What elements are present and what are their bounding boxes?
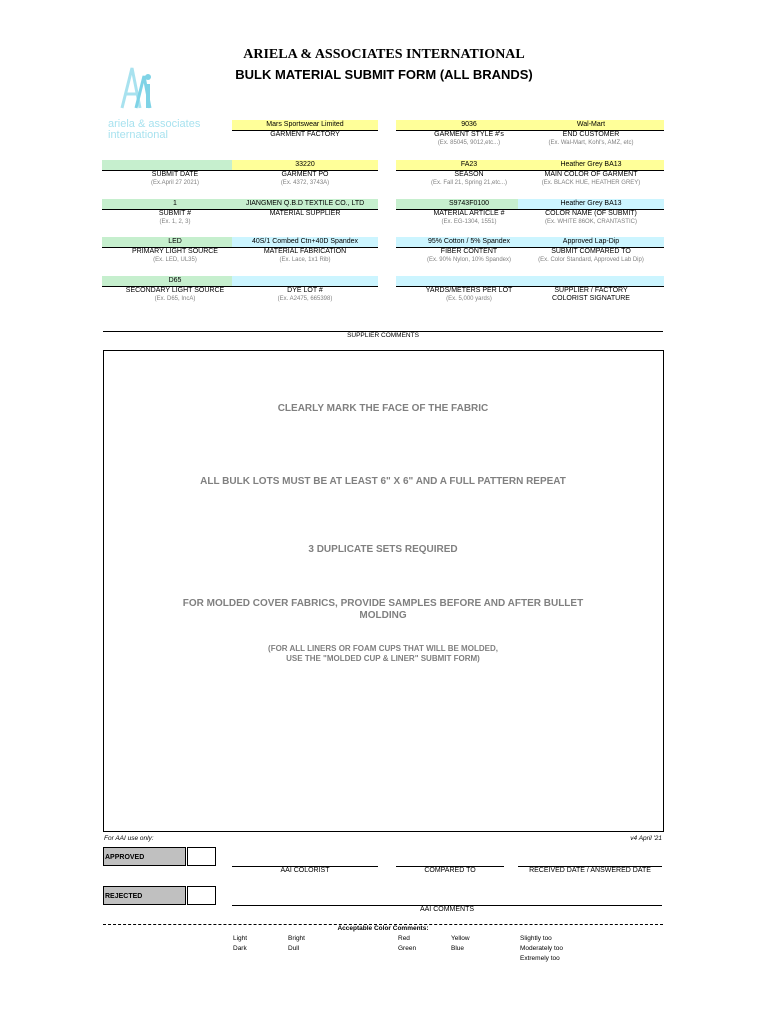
submit-date-label: SUBMIT DATE	[151, 171, 199, 178]
supplier-comments-label: SUPPLIER COMMENTS	[347, 332, 419, 339]
material-supplier-label: MATERIAL SUPPLIER	[269, 210, 341, 217]
color-comment-col1	[233, 934, 247, 954]
submit-number-label: SUBMIT #	[158, 210, 192, 217]
secondary-light-example: (Ex. D65, IncA)	[154, 296, 196, 302]
garment-style-label: GARMENT STYLE #'s	[434, 131, 504, 138]
garment-factory-value[interactable]: Mars Sportswear Limited	[232, 120, 378, 131]
submit-number-value[interactable]: 1	[102, 199, 248, 210]
submit-compared-field	[518, 237, 664, 265]
form-version: v4 April '21	[630, 835, 662, 842]
material-fabrication-value[interactable]: 40S/1 Combed Ctn+40D Spandex	[232, 237, 378, 248]
aai-use-only: For AAI use only:	[104, 835, 154, 842]
aai-comments-label[interactable]: AAI COMMENTS	[419, 906, 475, 913]
aai-logo-icon	[108, 62, 218, 112]
dye-lot-value[interactable]	[232, 276, 378, 287]
secondary-light-value[interactable]: D65	[102, 276, 248, 287]
colorist-signature-label-1: SUPPLIER / FACTORY	[554, 287, 628, 294]
material-article-example: (Ex. EG-1304, 1551)	[441, 219, 497, 225]
supplier-comments-box[interactable]	[103, 350, 664, 832]
primary-light-label: PRIMARY LIGHT SOURCE	[132, 248, 218, 255]
submit-date-example: (Ex.April 27 2021)	[150, 180, 200, 186]
primary-light-value[interactable]: LED	[102, 237, 248, 248]
garment-po-example: (Ex. 4372, 3743A)	[280, 180, 330, 186]
comment-dark: Dark	[233, 945, 247, 952]
primary-light-example: (Ex. LED, UL35)	[153, 257, 197, 263]
color-comment-col4	[451, 934, 470, 954]
main-color-field	[518, 160, 664, 188]
comment-moderately-too: Moderately too	[520, 945, 563, 952]
colorist-signature-label-2: COLORIST SIGNATURE	[552, 295, 630, 302]
material-supplier-value[interactable]: JIANGMEN Q.B.D TEXTILE CO., LTD	[232, 199, 378, 210]
company-logo	[108, 62, 218, 140]
submit-compared-value[interactable]: Approved Lap-Dip	[518, 237, 664, 248]
approved-checkbox[interactable]	[187, 847, 216, 866]
dye-lot-field	[232, 276, 378, 304]
yards-per-lot-label: YARDS/METERS PER LOT	[425, 287, 513, 294]
season-label: SEASON	[454, 171, 484, 178]
season-value[interactable]: FA23	[396, 160, 542, 171]
end-customer-label: END CUSTOMER	[562, 131, 620, 138]
end-customer-example: (Ex. Wal-Mart, Kohl's, AMZ, etc)	[548, 140, 634, 146]
comment-green: Green	[398, 945, 417, 952]
submit-date-value[interactable]	[102, 160, 248, 171]
instruction-molded-line1: FOR MOLDED COVER FABRICS, PROVIDE SAMPLES BEFORE AND AFTER BULLET	[182, 598, 584, 609]
submit-number-example: (Ex. 1, 2, 3)	[159, 219, 191, 225]
comment-red: Red	[398, 935, 410, 942]
garment-po-field	[232, 160, 378, 188]
material-fabrication-example: (Ex. Lace, 1x1 Rib)	[279, 257, 331, 263]
garment-style-value[interactable]: 9036	[396, 120, 542, 131]
secondary-light-field	[102, 276, 248, 304]
logo-text-1: ariela & associates	[108, 118, 201, 130]
garment-factory-label: GARMENT FACTORY	[270, 131, 340, 138]
form-title: BULK MATERIAL SUBMIT FORM (ALL BRANDS)	[235, 67, 533, 82]
main-color-example: (Ex. BLACK HUE, HEATHER GREY)	[541, 180, 641, 186]
garment-style-example: (Ex. 85045, 9012,etc...)	[437, 140, 501, 146]
end-customer-field	[518, 120, 664, 148]
garment-po-label: GARMENT PO	[281, 171, 329, 178]
dye-lot-example: (Ex. A2475, 665398)	[277, 296, 333, 302]
material-fabrication-label: MATERIAL FABRICATION	[263, 248, 347, 255]
color-name-label: COLOR NAME (OF SUBMIT)	[545, 210, 637, 217]
rejected-checkbox[interactable]	[187, 886, 216, 905]
material-supplier-field	[232, 199, 378, 218]
comment-bright: Bright	[288, 935, 305, 942]
main-color-value[interactable]: Heather Grey BA13	[518, 160, 664, 171]
instruction-liners-line2: USE THE "MOLDED CUP & LINER" SUBMIT FORM)	[286, 654, 480, 663]
submit-compared-label: SUBMIT COMPARED TO	[551, 248, 631, 255]
comment-light: Light	[233, 935, 248, 942]
material-fabrication-field	[232, 237, 378, 265]
rejected-label: REJECTED	[103, 886, 186, 905]
acceptable-comments-title: Acceptable Color Comments:	[337, 925, 429, 932]
colorist-signature-field	[518, 276, 664, 303]
material-article-label: MATERIAL ARTICLE #	[433, 210, 505, 217]
instruction-liners-line1: (FOR ALL LINERS OR FOAM CUPS THAT WILL BE MOLDED,	[268, 644, 498, 653]
material-article-value[interactable]: S9743F0100	[396, 199, 542, 210]
color-comment-col5	[520, 934, 563, 964]
fiber-content-value[interactable]: 95% Cotton / 5% Spandex	[396, 237, 542, 248]
color-name-example: (Ex. WHITE 86OK, CRANTASTIC)	[545, 219, 637, 225]
color-comment-col3	[398, 934, 416, 954]
company-name: ARIELA & ASSOCIATES INTERNATIONAL	[243, 47, 525, 62]
end-customer-value[interactable]: Wal-Mart	[518, 120, 664, 131]
garment-factory-field	[232, 120, 378, 139]
comment-blue: Blue	[451, 945, 465, 952]
logo-text-2: international	[108, 129, 168, 141]
yards-per-lot-example: (Ex. 5,000 yards)	[446, 296, 492, 302]
instruction-bulk-lots: ALL BULK LOTS MUST BE AT LEAST 6" X 6" AND A FULL PATTERN REPEAT	[200, 476, 566, 487]
color-name-field	[518, 199, 664, 227]
instruction-mark-face: CLEARLY MARK THE FACE OF THE FABRIC	[277, 403, 489, 414]
instruction-molded-line2: MOLDING	[359, 610, 407, 621]
season-example: (Ex. Fall 21, Spring 21,etc...)	[430, 180, 508, 186]
color-comment-col2	[288, 934, 305, 954]
submit-compared-example: (Ex. Color Standard, Approved Lab Dip)	[538, 257, 644, 263]
comment-extremely-too: Extremely too	[520, 955, 560, 962]
colorist-signature-value[interactable]	[518, 276, 664, 287]
received-date-label: RECEIVED DATE / ANSWERED DATE	[529, 867, 651, 874]
garment-po-value[interactable]: 33220	[232, 160, 378, 171]
submit-date-field	[102, 160, 248, 188]
instruction-duplicate-sets: 3 DUPLICATE SETS REQUIRED	[308, 544, 458, 555]
fiber-content-label: FIBER CONTENT	[440, 248, 498, 255]
secondary-light-label: SECONDARY LIGHT SOURCE	[125, 287, 225, 294]
comment-yellow: Yellow	[451, 935, 470, 942]
color-name-value[interactable]: Heather Grey BA13	[518, 199, 664, 210]
compared-to-label: COMPARED TO	[424, 867, 476, 874]
fiber-content-example: (Ex. 90% Nylon, 10% Spandex)	[426, 257, 512, 263]
submit-number-field	[102, 199, 248, 227]
comment-slightly-too: Slightly too	[520, 935, 552, 942]
main-color-label: MAIN COLOR OF GARMENT	[544, 171, 638, 178]
comment-dull: Dull	[288, 945, 300, 952]
dye-lot-label: DYE LOT #	[287, 287, 323, 294]
primary-light-field	[102, 237, 248, 265]
approved-label: APPROVED	[103, 847, 186, 866]
aai-colorist-label: AAI COLORIST	[280, 867, 330, 874]
